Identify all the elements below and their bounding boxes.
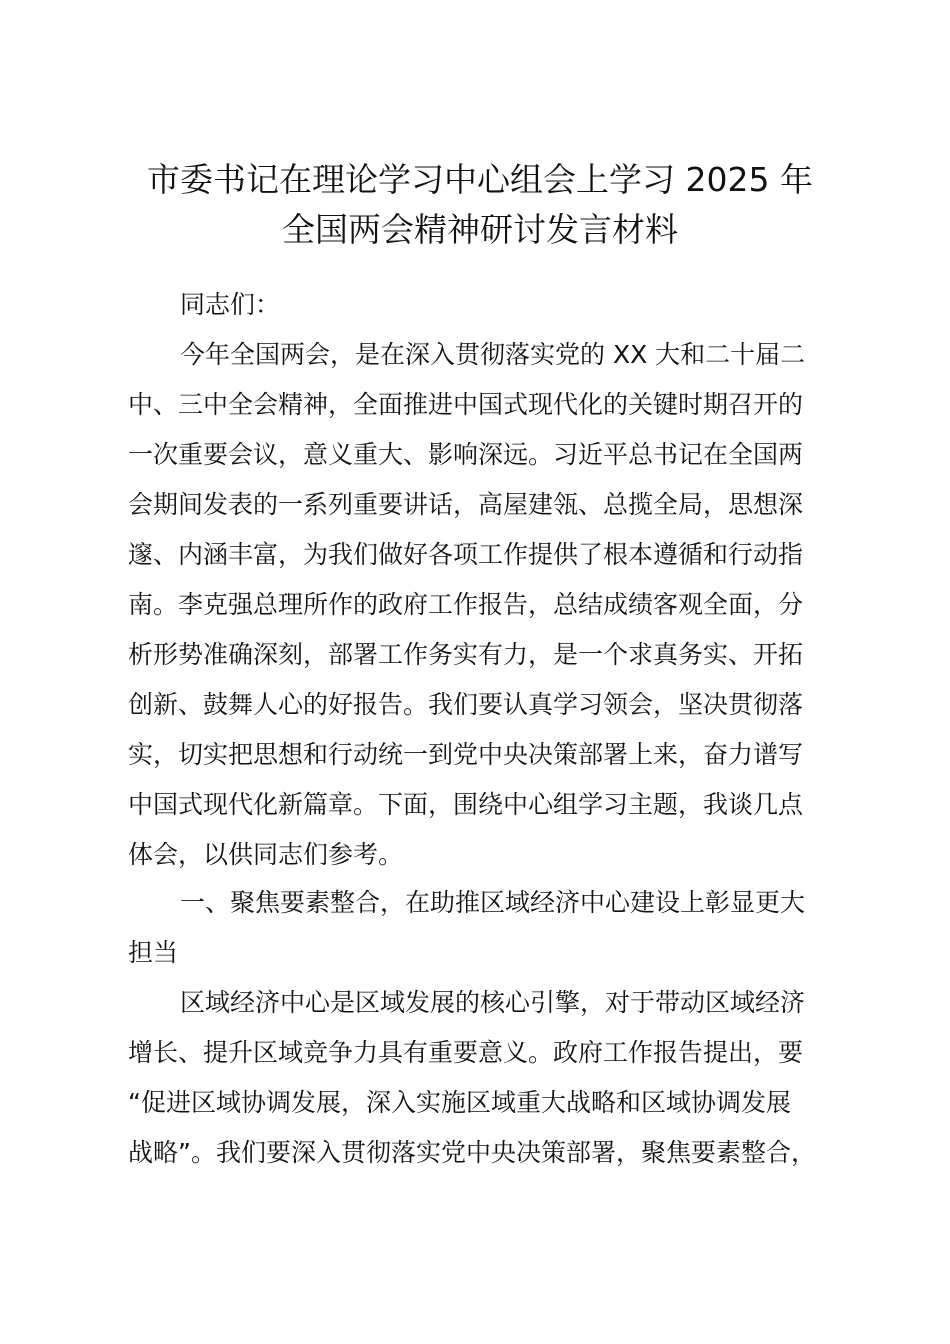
section-heading-line: 一、聚焦要素整合，在助推区域经济中心建设上彰显更大 xyxy=(180,888,806,917)
body-line: 体会，以供同志们参考。 xyxy=(128,840,404,869)
body-line: 邃、内涵丰富，为我们做好各项工作提供了根本遵循和行动指 xyxy=(128,540,804,569)
body-line: 实，切实把思想和行动统一到党中央决策部署上来，奋力谱写 xyxy=(128,740,804,769)
body-line: 增长、提升区域竞争力具有重要意义。政府工作报告提出，要 xyxy=(128,1038,804,1067)
body-line: 战略”。我们要深入贯彻落实党中央决策部署，聚焦要素整合， xyxy=(128,1138,816,1167)
body-line: 南。李克强总理所作的政府工作报告，总结成绩客观全面，分 xyxy=(128,590,804,619)
salutation: 同志们： xyxy=(180,290,281,319)
body-line: 中、三中全会精神，全面推进中国式现代化的关键时期召开的 xyxy=(128,390,804,419)
body-line: 区域经济中心是区域发展的核心引擎，对于带动区域经济 xyxy=(180,988,806,1017)
section-heading-line: 担当 xyxy=(128,938,179,967)
body-line: “促进区域协调发展，深入实施区域重大战略和区域协调发展 xyxy=(128,1088,791,1117)
body-line: 析形势准确深刻，部署工作务实有力，是一个求真务实、开拓 xyxy=(128,640,804,669)
body-line: 今年全国两会，是在深入贯彻落实党的 XX 大和二十届二 xyxy=(180,340,806,369)
body-line: 创新、鼓舞人心的好报告。我们要认真学习领会，坚决贯彻落 xyxy=(128,690,804,719)
body-line: 中国式现代化新篇章。下面，围绕中心组学习主题，我谈几点 xyxy=(128,790,804,819)
document-title xyxy=(110,155,850,255)
body-line: 会期间发表的一系列重要讲话，高屋建瓴、总揽全局，思想深 xyxy=(128,490,804,519)
body-line: 一次重要会议，意义重大、影响深远。习近平总书记在全国两 xyxy=(128,440,804,469)
title-line-1: 市委书记在理论学习中心组会上学习 2025 年 xyxy=(147,160,813,199)
title-line-2: 全国两会精神研讨发言材料 xyxy=(282,210,678,249)
